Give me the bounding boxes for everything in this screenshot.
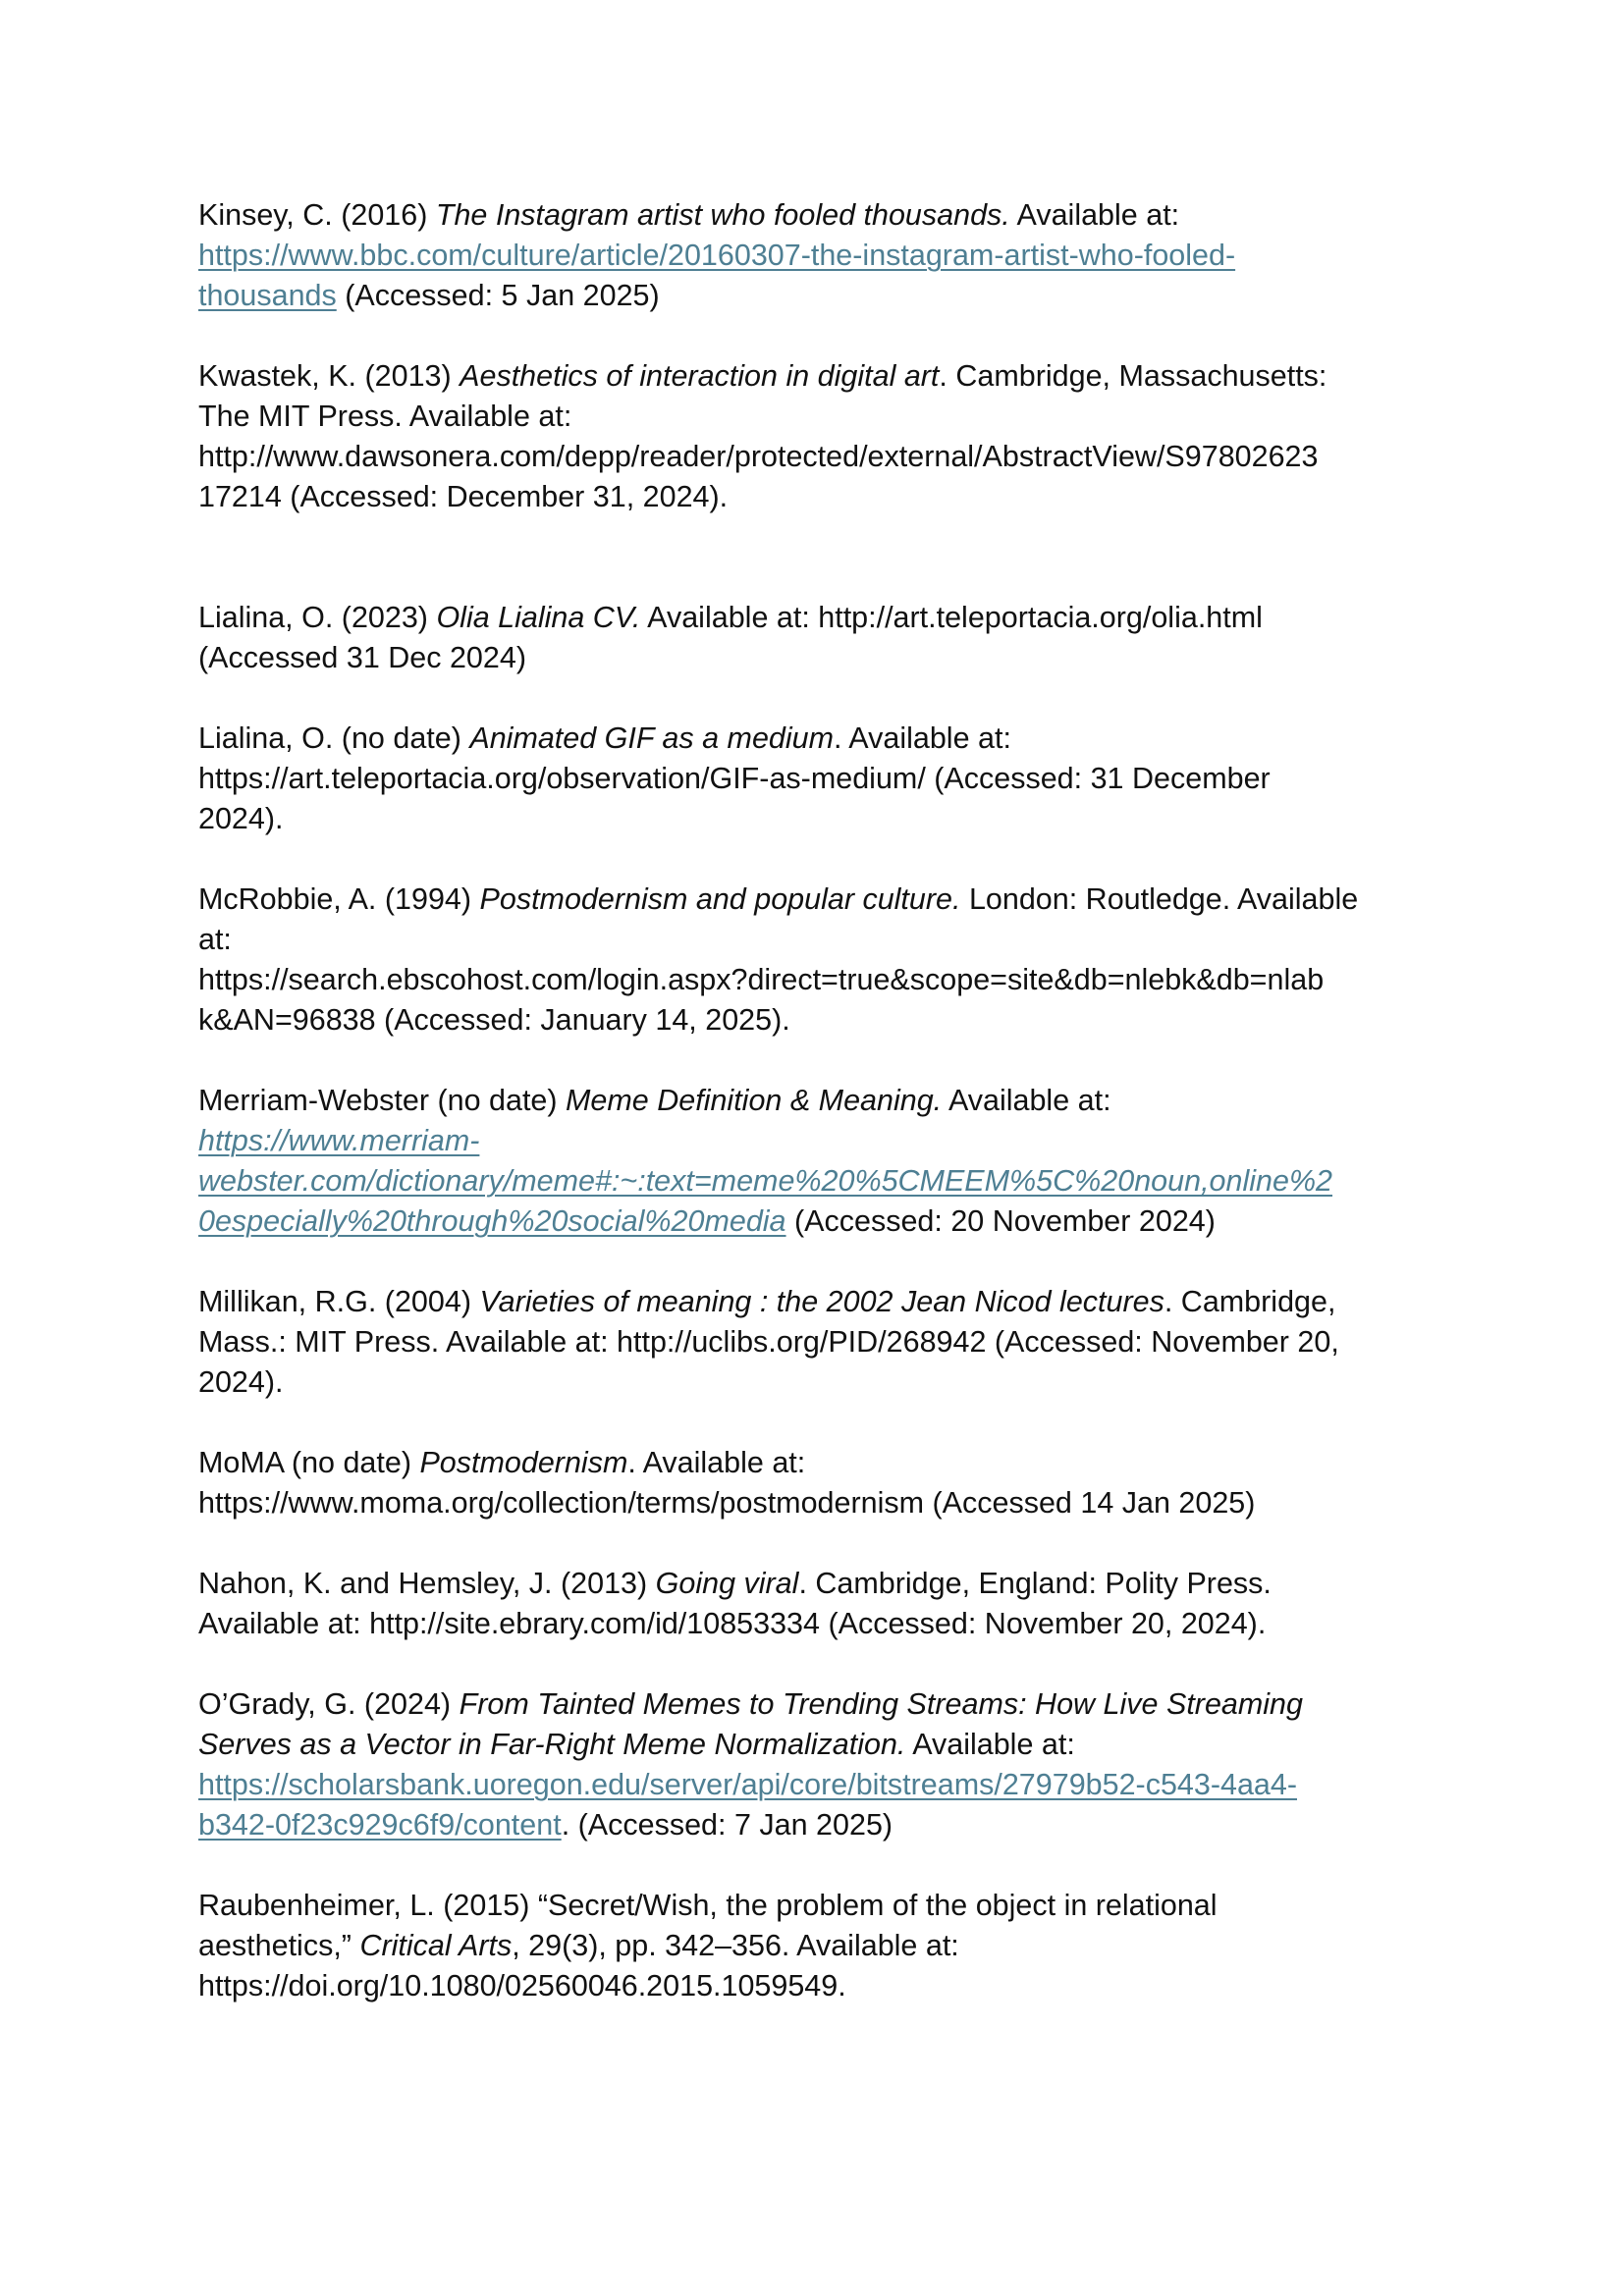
reference-line — [198, 598, 1435, 638]
reference-author-year: Kwastek, K. (2013) — [198, 359, 460, 393]
reference-line: http://www.dawsonera.com/depp/reader/protected/external/AbstractView/S97802623 — [198, 440, 1319, 473]
reference-link[interactable]: b342-0f23c929c6f9/content — [198, 1808, 562, 1842]
reference-author-year: Millikan, R.G. (2004) — [198, 1285, 480, 1318]
reference-author-year: O’Grady, G. (2024) — [198, 1687, 460, 1721]
reference-kwastek-2013 — [198, 356, 1435, 517]
reference-line: https://doi.org/10.1080/02560046.2015.1059549. — [198, 1969, 846, 2002]
reference-line — [198, 1684, 1435, 1725]
reference-line: at: — [198, 923, 232, 956]
reference-text: . Cambridge, Massachusetts: — [939, 359, 1327, 393]
reference-title: Varieties of meaning : the 2002 Jean Nicod lectures — [479, 1285, 1164, 1318]
reference-journal: Critical Arts — [359, 1929, 513, 1962]
reference-raubenheimer-2015 — [198, 1886, 1435, 2006]
reference-line: https://www.moma.org/collection/terms/postmodernism (Accessed 14 Jan 2025) — [198, 1486, 1256, 1520]
reference-link[interactable]: 0especially%20through%20social%20media — [198, 1204, 786, 1238]
reference-text: London: Routledge. Available — [960, 882, 1359, 916]
reference-author-year: Nahon, K. and Hemsley, J. (2013) — [198, 1567, 656, 1600]
reference-title: Animated GIF as a medium — [469, 721, 835, 755]
reference-text: aesthetics,” — [198, 1929, 360, 1962]
reference-line — [198, 1805, 1435, 1845]
reference-line — [198, 1081, 1435, 1121]
reference-mcrobbie-1994 — [198, 880, 1435, 1041]
reference-link[interactable]: https://www.merriam- — [198, 1124, 480, 1157]
reference-line — [198, 1926, 1435, 1966]
reference-title: From Tainted Memes to Trending Streams: How Live Streaming — [459, 1687, 1303, 1721]
reference-author-year: McRobbie, A. (1994) — [198, 882, 480, 916]
reference-text: , 29(3), pp. 342–356. Available at: — [512, 1929, 959, 1962]
reference-author-year: Kinsey, C. (2016) — [198, 198, 436, 232]
reference-title: Going viral — [655, 1567, 799, 1600]
reference-title: Olia Lialina CV. — [436, 601, 641, 634]
reference-line — [198, 1443, 1435, 1483]
reference-kinsey-2016 — [198, 195, 1435, 316]
reference-text: Available at: — [1009, 198, 1180, 232]
reference-text: Available at: — [905, 1728, 1075, 1761]
reference-accessed: (Accessed: 20 November 2024) — [785, 1204, 1216, 1238]
reference-line — [198, 719, 1435, 759]
reference-line: 2024). — [198, 1365, 284, 1399]
reference-merriam-webster — [198, 1081, 1435, 1242]
reference-line — [198, 1121, 1435, 1161]
reference-text: Available at: — [942, 1084, 1111, 1117]
reference-author-year: Lialina, O. (no date) — [198, 721, 470, 755]
reference-line — [198, 1564, 1435, 1604]
reference-title: Serves as a Vector in Far-Right Meme Normalization. — [198, 1728, 906, 1761]
reference-line — [198, 276, 1435, 316]
reference-line: https://art.teleportacia.org/observation/GIF-as-medium/ (Accessed: 31 December — [198, 762, 1271, 795]
reference-accessed: . (Accessed: 7 Jan 2025) — [561, 1808, 893, 1842]
reference-text: Available at: http://art.teleportacia.org/olia.html — [640, 601, 1263, 634]
reference-line — [198, 880, 1435, 920]
reference-ogrady-2024 — [198, 1684, 1435, 1845]
reference-line: Raubenheimer, L. (2015) “Secret/Wish, the problem of the object in relational — [198, 1889, 1218, 1922]
reference-author-year: Lialina, O. (2023) — [198, 601, 437, 634]
reference-millikan-2004 — [198, 1282, 1435, 1403]
reference-line: https://search.ebscohost.com/login.aspx?direct=true&scope=site&db=nlebk&db=nlab — [198, 963, 1325, 996]
reference-title: Postmodernism — [419, 1446, 628, 1479]
reference-line — [198, 1725, 1435, 1765]
reference-line: 17214 (Accessed: December 31, 2024). — [198, 480, 729, 513]
reference-text: . Cambridge, England: Polity Press. — [798, 1567, 1272, 1600]
reference-link[interactable]: https://scholarsbank.uoregon.edu/server/api/core/bitstreams/27979b52-c543-4aa4- — [198, 1768, 1297, 1801]
reference-line — [198, 1765, 1435, 1805]
reference-nahon-2013 — [198, 1564, 1435, 1644]
reference-line: Mass.: MIT Press. Available at: http://uclibs.org/PID/268942 (Accessed: November 20, — [198, 1325, 1339, 1359]
reference-accessed: (Accessed: 5 Jan 2025) — [336, 279, 660, 312]
reference-lialina-2023 — [198, 598, 1435, 678]
reference-text: . Available at: — [834, 721, 1011, 755]
reference-link[interactable]: thousands — [198, 279, 337, 312]
reference-title: Meme Definition & Meaning. — [566, 1084, 943, 1117]
reference-title: Postmodernism and popular culture. — [479, 882, 961, 916]
reference-text: . Cambridge, — [1164, 1285, 1336, 1318]
reference-author-year: Merriam-Webster (no date) — [198, 1084, 567, 1117]
reference-line — [198, 1282, 1435, 1322]
reference-line — [198, 1161, 1435, 1201]
reference-line — [198, 236, 1435, 276]
reference-moma — [198, 1443, 1435, 1523]
reference-author-year: MoMA (no date) — [198, 1446, 420, 1479]
reference-line: Available at: http://site.ebrary.com/id/10853334 (Accessed: November 20, 2024). — [198, 1607, 1267, 1640]
reference-link[interactable]: webster.com/dictionary/meme#:~:text=meme%20%5CMEEM%5C%20noun,online%2 — [198, 1164, 1333, 1198]
reference-lialina-no-date — [198, 719, 1435, 839]
reference-line — [198, 195, 1435, 236]
reference-line: (Accessed 31 Dec 2024) — [198, 641, 526, 674]
reference-link[interactable]: https://www.bbc.com/culture/article/20160307-the-instagram-artist-who-fooled- — [198, 239, 1236, 272]
reference-line: The MIT Press. Available at: — [198, 400, 572, 433]
reference-line: k&AN=96838 (Accessed: January 14, 2025). — [198, 1003, 790, 1037]
reference-line — [198, 1201, 1435, 1242]
reference-list — [198, 195, 1435, 2047]
reference-title: Aesthetics of interaction in digital art — [460, 359, 940, 393]
reference-line: 2024). — [198, 802, 284, 835]
reference-text: . Available at: — [627, 1446, 806, 1479]
reference-title: The Instagram artist who fooled thousands. — [435, 198, 1010, 232]
reference-line — [198, 356, 1435, 397]
